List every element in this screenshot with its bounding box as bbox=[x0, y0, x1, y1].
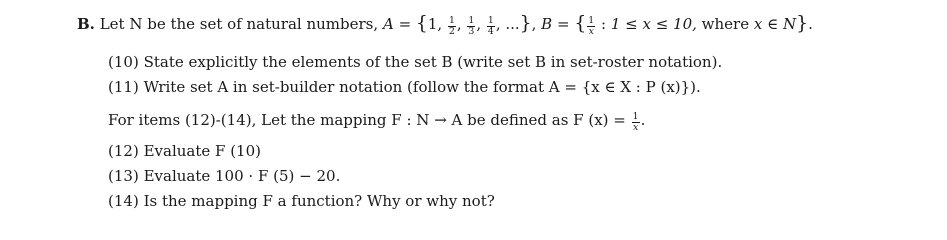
open-brace: { bbox=[415, 13, 428, 34]
set-a-fraction-half: $\frac{1}{2}$ bbox=[448, 15, 455, 38]
item-number: (10) bbox=[108, 53, 139, 71]
mapping-fraction: $\frac{1}{x}$ bbox=[632, 111, 639, 134]
equals-sign-b: = bbox=[556, 15, 570, 33]
mapping-intro: For items (12)-(14), Let the mapping F : N → A be defined as F (x) = bbox=[108, 111, 626, 129]
set-b-condition-2: x ∈ N bbox=[753, 15, 797, 33]
set-b-symbol: B bbox=[541, 15, 553, 33]
open-brace-b: { bbox=[574, 13, 587, 34]
mapping-intro-line: For items (12)-(14), Let the mapping F : N → A be defined as F (x) = $\frac{1}{x}$ . bbox=[108, 111, 646, 134]
item-12 bbox=[108, 141, 261, 161]
problem-intro: Let N be the set of natural numbers, bbox=[99, 15, 379, 33]
set-a-first: 1 bbox=[427, 15, 438, 33]
item-text: Evaluate F (10) bbox=[143, 142, 261, 160]
set-a-symbol: A bbox=[382, 15, 394, 33]
set-a-fraction-third: $\frac{1}{3}$ bbox=[468, 15, 475, 38]
item-text: Write set A in set-builder notation (follow the format A = {x ∈ X : P (x)}). bbox=[143, 78, 701, 96]
item-10 bbox=[108, 52, 722, 72]
item-text: Evaluate 100 · F (5) − 20. bbox=[143, 167, 341, 185]
item-text: State explicitly the elements of the set B (write set B in set-roster notation). bbox=[143, 53, 723, 71]
item-number: (14) bbox=[108, 192, 139, 210]
equals-sign: = bbox=[398, 15, 412, 33]
item-text: Is the mapping F a function? Why or why not? bbox=[143, 192, 495, 210]
close-brace: } bbox=[519, 13, 532, 34]
item-14 bbox=[108, 191, 495, 211]
colon: : bbox=[600, 15, 607, 33]
set-a-ellipsis: ... bbox=[505, 15, 520, 33]
set-b-condition: 1 ≤ x ≤ 10, bbox=[610, 15, 697, 33]
set-a-fraction-quarter: $\frac{1}{4}$ bbox=[487, 15, 494, 38]
problem-label: B. bbox=[77, 15, 95, 33]
item-13 bbox=[108, 166, 340, 186]
item-number: (11) bbox=[108, 78, 139, 96]
where-word: where bbox=[701, 15, 750, 33]
item-number: (13) bbox=[108, 167, 139, 185]
close-brace-b: } bbox=[796, 13, 809, 34]
item-number: (12) bbox=[108, 142, 139, 160]
set-b-fraction: $\frac{1}{x}$ bbox=[588, 15, 595, 38]
problem-heading-line: B. Let N be the set of natural numbers, A = {1, $\frac{1}{2}$ , $\frac{1}{3}$ , $\frac{1}{4}$ , ...}, B = { $\frac{1}{x}$ : 1 ≤ x ≤ 10, where x ∈ N}. bbox=[77, 13, 813, 38]
item-11 bbox=[108, 77, 701, 97]
